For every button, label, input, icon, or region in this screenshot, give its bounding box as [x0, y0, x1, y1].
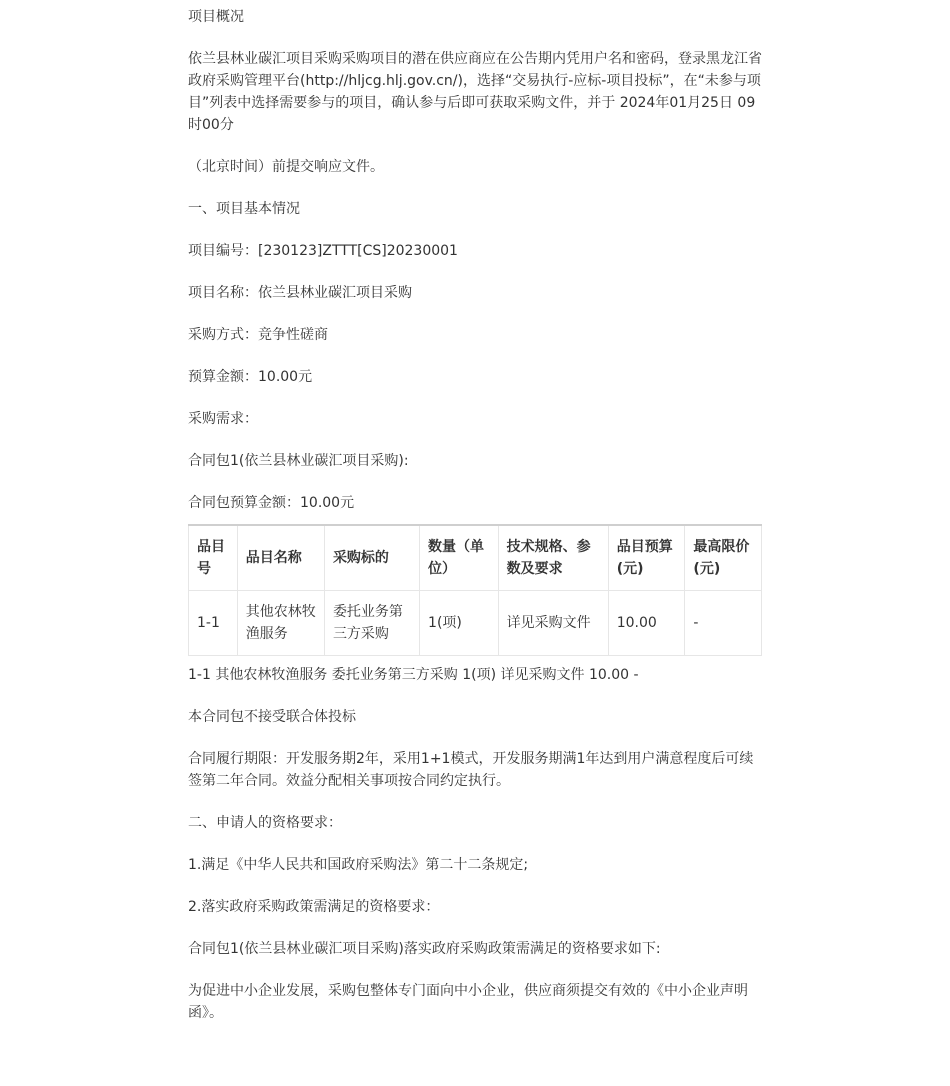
- col-header-max-price: 最高限价(元): [685, 525, 762, 591]
- col-header-item-budget: 品目预算(元): [608, 525, 685, 591]
- budget-amount: 预算金额：10.00元: [188, 369, 313, 385]
- items-table: [188, 524, 762, 656]
- cell-item-name: 其他农林牧渔服务: [237, 591, 324, 656]
- col-header-quantity: 数量（单位）: [420, 525, 499, 591]
- col-header-procurement-object: 采购标的: [324, 525, 419, 591]
- contract-package-title: 合同包1(依兰县林业碳汇项目采购):: [188, 453, 409, 469]
- contract-package-budget: 合同包预算金额：10.00元: [188, 495, 355, 511]
- col-header-item-name: 品目名称: [237, 525, 324, 591]
- contract-term: 合同履行期限：开发服务期2年，采用1+1模式，开发服务期满1年达到用户满意程度后可续签第二年合同。效益分配相关事项按合同约定执行。: [188, 751, 754, 789]
- cell-procurement-object: 委托业务第三方采购: [324, 591, 419, 656]
- item-summary-line: 1-1 其他农林牧渔服务 委托业务第三方采购 1(项) 详见采购文件 10.00 -: [188, 667, 639, 683]
- no-consortium-note: 本合同包不接受联合体投标: [188, 709, 356, 725]
- policy-requirements-intro: 合同包1(依兰县林业碳汇项目采购)落实政府采购政策需满足的资格要求如下:: [188, 941, 661, 957]
- project-number: 项目编号：[230123]ZTTT[CS]20230001: [188, 243, 458, 259]
- section-basic-info-heading: 一、项目基本情况: [188, 201, 300, 217]
- items-table-header-row: [189, 525, 762, 591]
- project-name: 项目名称：依兰县林业碳汇项目采购: [188, 285, 412, 301]
- deadline-note: （北京时间）前提交响应文件。: [188, 159, 384, 175]
- announcement-body: [188, 6, 762, 1044]
- section-qualification-heading: 二、申请人的资格要求：: [188, 815, 342, 831]
- qualification-item-1: 1.满足《中华人民共和国政府采购法》第二十二条规定;: [188, 857, 529, 873]
- procurement-requirements-label: 采购需求：: [188, 411, 258, 427]
- col-header-specs: 技术规格、参数及要求: [498, 525, 608, 591]
- section-overview-title: 项目概况: [188, 9, 244, 25]
- cell-specs: 详见采购文件: [498, 591, 608, 656]
- cell-item-budget: 10.00: [608, 591, 685, 656]
- sme-policy-note: 为促进中小企业发展，采购包整体专门面向中小企业，供应商须提交有效的《中小企业声明函》。: [188, 983, 748, 1021]
- overview-paragraph: 依兰县林业碳汇项目采购采购项目的潜在供应商应在公告期内凭用户名和密码，登录黑龙江省政府采购管理平台(http://hljcg.hlj.gov.cn/)，选择“交易执行-应标-项目投标”，在“未参与项目”列表中选择需要参与的项目，确认参与后即可获取采购文件，并于 2024年01月25日 09时00分: [188, 51, 762, 133]
- table-row: [189, 591, 762, 656]
- procurement-method: 采购方式：竞争性磋商: [188, 327, 328, 343]
- cell-item-no: 1-1: [189, 591, 238, 656]
- cell-quantity: 1(项): [420, 591, 499, 656]
- col-header-item-no: 品目号: [189, 525, 238, 591]
- cell-max-price: -: [685, 591, 762, 656]
- qualification-item-2: 2.落实政府采购政策需满足的资格要求：: [188, 899, 440, 915]
